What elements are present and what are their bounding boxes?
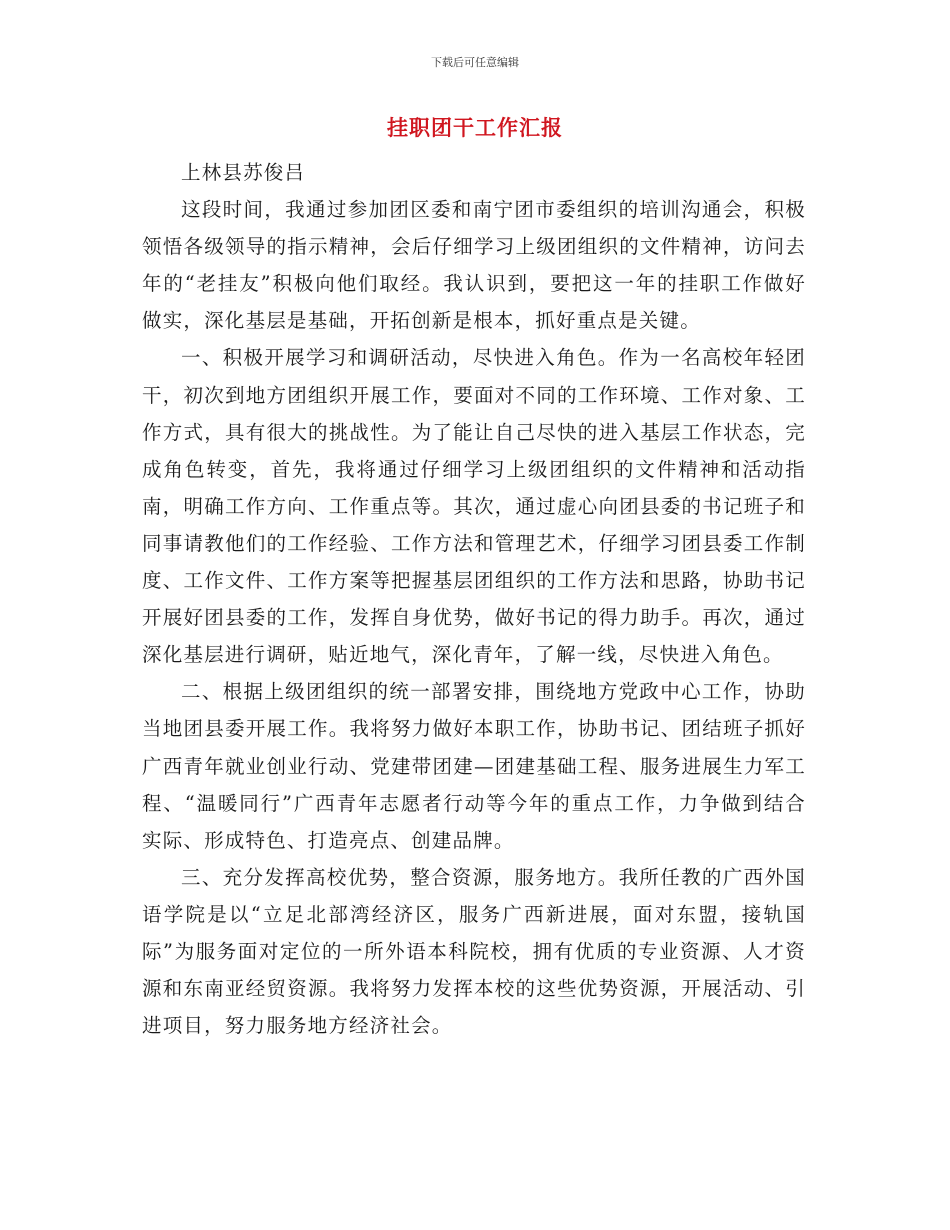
paragraph: 二、根据上级团组织的统一部署安排，围绕地方党政中心工作，协助当地团县委开展工作。我将努力做好本职工作，协助书记、团结班子抓好广西青年就业创业行动、党建带团建—团建基础工程、服务进展生力军工程、“温暖同行”广西青年志愿者行动等今年的重点工作，力争做到结合实际、形成特色、打造亮点、创建品牌。 [142, 680, 806, 852]
paragraph: 三、充分发挥高校优势，整合资源，服务地方。我所任教的广西外国语学院是以“立足北部湾经济区，服务广西新进展，面对东盟，接轨国际”为服务面对定位的一所外语本科院校，拥有优质的专业资源、人才资源和东南亚经贸资源。我将努力发挥本校的这些优势资源，开展活动、引进项目，努力服务地方经济社会。 [142, 865, 806, 1038]
document-title: 挂职团干工作汇报 [387, 115, 563, 140]
document-body [142, 154, 806, 1044]
paragraph: 一、积极开展学习和调研活动，尽快进入角色。作为一名高校年轻团干，初次到地方团组织开展工作，要面对不同的工作环境、工作对象、工作方式，具有很大的挑战性。为了能让自己尽快的进入基层工作状态，完成角色转变，首先，我将通过仔细学习上级团组织的文件精神和活动指南，明确工作方向、工作重点等。其次，通过虚心向团县委的书记班子和同事请教他们的工作经验、工作方法和管理艺术，仔细学习团县委工作制度、工作文件、工作方案等把握基层团组织的工作方法和思路，协助书记开展好团县委的工作，发挥自身优势，做好书记的得力助手。再次，通过深化基层进行调研，贴近地气，深化青年，了解一线，尽快进入角色。 [142, 346, 806, 667]
author-line: 上林县苏俊吕 [181, 161, 306, 184]
header-note: 下载后可任意编辑 [431, 56, 519, 69]
paragraph: 这段时间，我通过参加团区委和南宁团市委组织的培训沟通会，积极领悟各级领导的指示精神，会后仔细学习上级团组织的文件精神，访问去年的“老挂友”积极向他们取经。我认识到，要把这一年的挂职工作做好做实，深化基层是基础，开拓创新是根本，抓好重点是关键。 [142, 198, 806, 333]
